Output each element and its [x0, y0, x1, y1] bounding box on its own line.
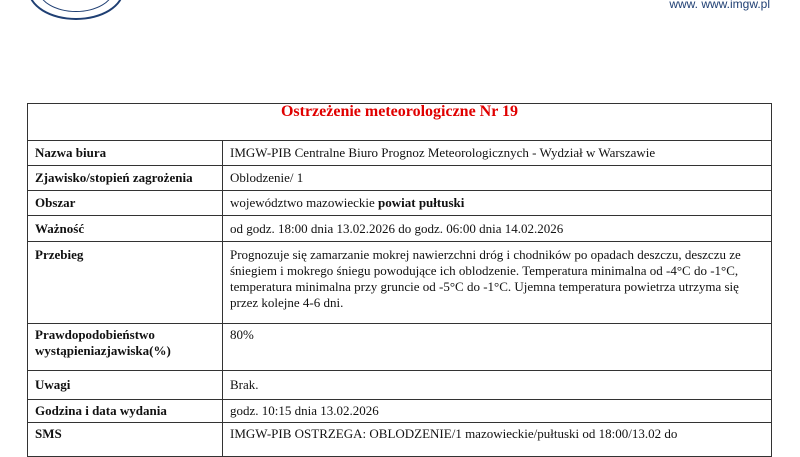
- imgw-logo-icon: [28, 0, 124, 20]
- notes-label: Uwagi: [28, 371, 223, 400]
- probability-label: Prawdopodobieństwo wystąpieniazjawiska(%): [28, 324, 223, 371]
- issued-label: Godzina i data wydania: [28, 400, 223, 423]
- phenomenon-value: Oblodzenie/ 1: [223, 166, 772, 191]
- phenomenon-label: Zjawisko/stopień zagrożenia: [28, 166, 223, 191]
- warning-title: Ostrzeżenie meteorologiczne Nr 19: [28, 104, 772, 141]
- table-row: [28, 242, 772, 324]
- area-county: powiat pułtuski: [378, 195, 465, 210]
- logo-ring: [38, 0, 114, 12]
- area-label: Obszar: [28, 191, 223, 216]
- validity-value: od godz. 18:00 dnia 13.02.2026 do godz. 06:00 dnia 14.02.2026: [223, 216, 772, 242]
- area-value: [223, 191, 772, 216]
- sms-value: IMGW-PIB OSTRZEGA: OBLODZENIE/1 mazowieckie/pułtuski od 18:00/13.02 do: [223, 423, 772, 457]
- table-row: [28, 141, 772, 166]
- course-value: Prognozuje się zamarzanie mokrej nawierzchni dróg i chodników po opadach deszczu, deszczu ze śniegiem i mokrego śniegu powodujące ich oblodzenie. Temperatura minimalna od -4°C do -1°C, temperatura minimalna przy gruncie od -5°C do -1°C. Ujemna temperatura powietrza utrzyma się przez kolejne 4-6 dni.: [223, 242, 772, 324]
- table-row: [28, 324, 772, 371]
- table-row: [28, 423, 772, 457]
- warning-table: [27, 103, 772, 457]
- probability-value: 80%: [223, 324, 772, 371]
- office-value: IMGW-PIB Centralne Biuro Prognoz Meteorologicznych - Wydział w Warszawie: [223, 141, 772, 166]
- website-link[interactable]: www. www.imgw.pl: [669, 0, 770, 11]
- course-label: Przebieg: [28, 242, 223, 324]
- notes-value: Brak.: [223, 371, 772, 400]
- table-row: [28, 371, 772, 400]
- issued-value: godz. 10:15 dnia 13.02.2026: [223, 400, 772, 423]
- sms-label: SMS: [28, 423, 223, 457]
- validity-label: Ważność: [28, 216, 223, 242]
- table-row: [28, 216, 772, 242]
- table-row: [28, 166, 772, 191]
- office-label: Nazwa biura: [28, 141, 223, 166]
- table-row: [28, 400, 772, 423]
- table-row: [28, 191, 772, 216]
- area-voivodeship: województwo mazowieckie: [230, 195, 379, 210]
